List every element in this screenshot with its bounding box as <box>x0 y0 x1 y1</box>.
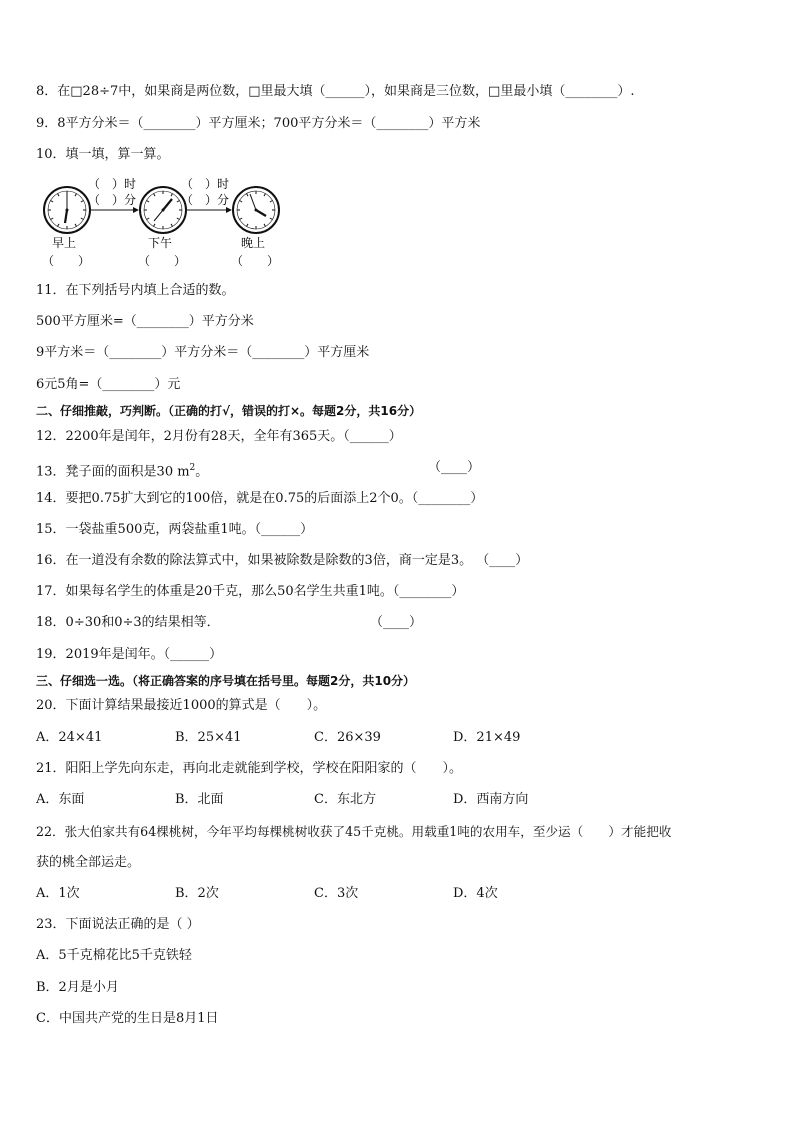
blank-afternoon: （ ） <box>138 254 187 268</box>
question-13-blank: （____） <box>428 460 481 475</box>
section-2-heading: 二、仔细推敲，巧判断。（正确的打√，错误的打×。每题2分，共16分） <box>36 404 422 418</box>
clock-evening <box>233 187 279 233</box>
q20-option-b: B．25×41 <box>175 730 242 745</box>
question-22-line1: 22．张大伯家共有64棵桃树，今年平均每棵桃树收获了45千克桃。用载重1吨的农用车，至少运（ ）才能把收 <box>36 824 672 839</box>
clock-afternoon <box>140 187 186 233</box>
question-11b: 9平方米＝（________）平方分米＝（________）平方厘米 <box>36 345 370 360</box>
blank-evening: （ ） <box>231 254 280 268</box>
question-15: 15．一袋盐重500克，两袋盐重1吨。（______） <box>36 522 314 537</box>
question-13-sup: 2 <box>189 463 196 473</box>
label-afternoon: 下午 <box>148 236 173 250</box>
question-18-blank: （____） <box>370 615 423 630</box>
q20-option-a: A．24×41 <box>36 730 103 745</box>
arrow-2-hour: （ ）时 <box>181 177 230 191</box>
label-evening: 晚上 <box>241 236 266 250</box>
q22-option-c: C．3次 <box>314 886 359 901</box>
q20-option-c: C．26×39 <box>314 730 381 745</box>
q21-option-d: D．西南方向 <box>453 792 529 807</box>
blank-morning: （ ） <box>42 254 91 268</box>
question-9: 9．8平方分米＝（________）平方厘米；700平方分米＝（________）平方米 <box>36 116 481 131</box>
question-11c: 6元5角=（________）元 <box>36 377 181 392</box>
question-13-tail: 。 <box>195 464 209 480</box>
question-11a: 500平方厘米=（________）平方分米 <box>36 314 254 329</box>
question-22-line2: 获的桃全部运走。 <box>36 855 141 870</box>
arrow-1-minute: （ ）分 <box>88 193 137 207</box>
q21-option-b: B．北面 <box>175 792 224 807</box>
q23-option-b: B．2月是小月 <box>36 980 119 995</box>
question-20: 20．下面计算结果最接近1000的算式是（ ）。 <box>36 698 327 713</box>
question-21: 21．阳阳上学先向东走，再向北走就能到学校，学校在阳阳家的（ ）。 <box>36 761 463 776</box>
q23-option-c: C．中国共产党的生日是8月1日 <box>36 1011 219 1026</box>
question-13 <box>36 459 208 481</box>
question-23: 23．下面说法正确的是（ ） <box>36 917 200 932</box>
clock-morning <box>44 187 90 233</box>
question-12: 12．2200年是闰年，2月份有28天，全年有365天。（______） <box>36 429 402 444</box>
q22-option-d: D．4次 <box>453 886 498 901</box>
section-3-heading: 三、仔细选一选。（将正确答案的序号填在括号里。每题2分，共10分） <box>36 674 416 688</box>
question-16: 16．在一道没有余数的除法算式中，如果被除数是除数的3倍，商一定是3。 （____） <box>36 553 529 568</box>
question-8: 8．在□28÷7中，如果商是两位数，□里最大填（______），如果商是三位数，□里最小填（________）. <box>36 84 635 99</box>
label-morning: 早上 <box>52 236 77 250</box>
question-18: 18．0÷30和0÷3的结果相等． <box>36 615 220 630</box>
q21-option-c: C．东北方 <box>314 792 376 807</box>
question-13-text: 13．凳子面的面积是30 m <box>36 464 190 480</box>
q23-option-a: A．5千克棉花比5千克铁轻 <box>36 948 192 963</box>
question-11: 11．在下列括号内填上合适的数。 <box>36 283 235 298</box>
question-19: 19．2019年是闰年。（______） <box>36 647 223 662</box>
clock-figure <box>36 174 296 270</box>
question-14: 14．要把0.75扩大到它的100倍，就是在0.75的后面添上2个0。（________） <box>36 491 484 506</box>
q21-option-a: A．东面 <box>36 792 85 807</box>
question-17: 17．如果每名学生的体重是20千克，那么50名学生共重1吨。（________） <box>36 584 465 599</box>
arrow-1-hour: （ ）时 <box>88 177 137 191</box>
arrow-2-minute: （ ）分 <box>181 193 230 207</box>
q20-option-d: D．21×49 <box>453 730 521 745</box>
q22-option-a: A．1次 <box>36 886 80 901</box>
q22-option-b: B．2次 <box>175 886 219 901</box>
question-10: 10．填一填，算一算。 <box>36 147 170 162</box>
